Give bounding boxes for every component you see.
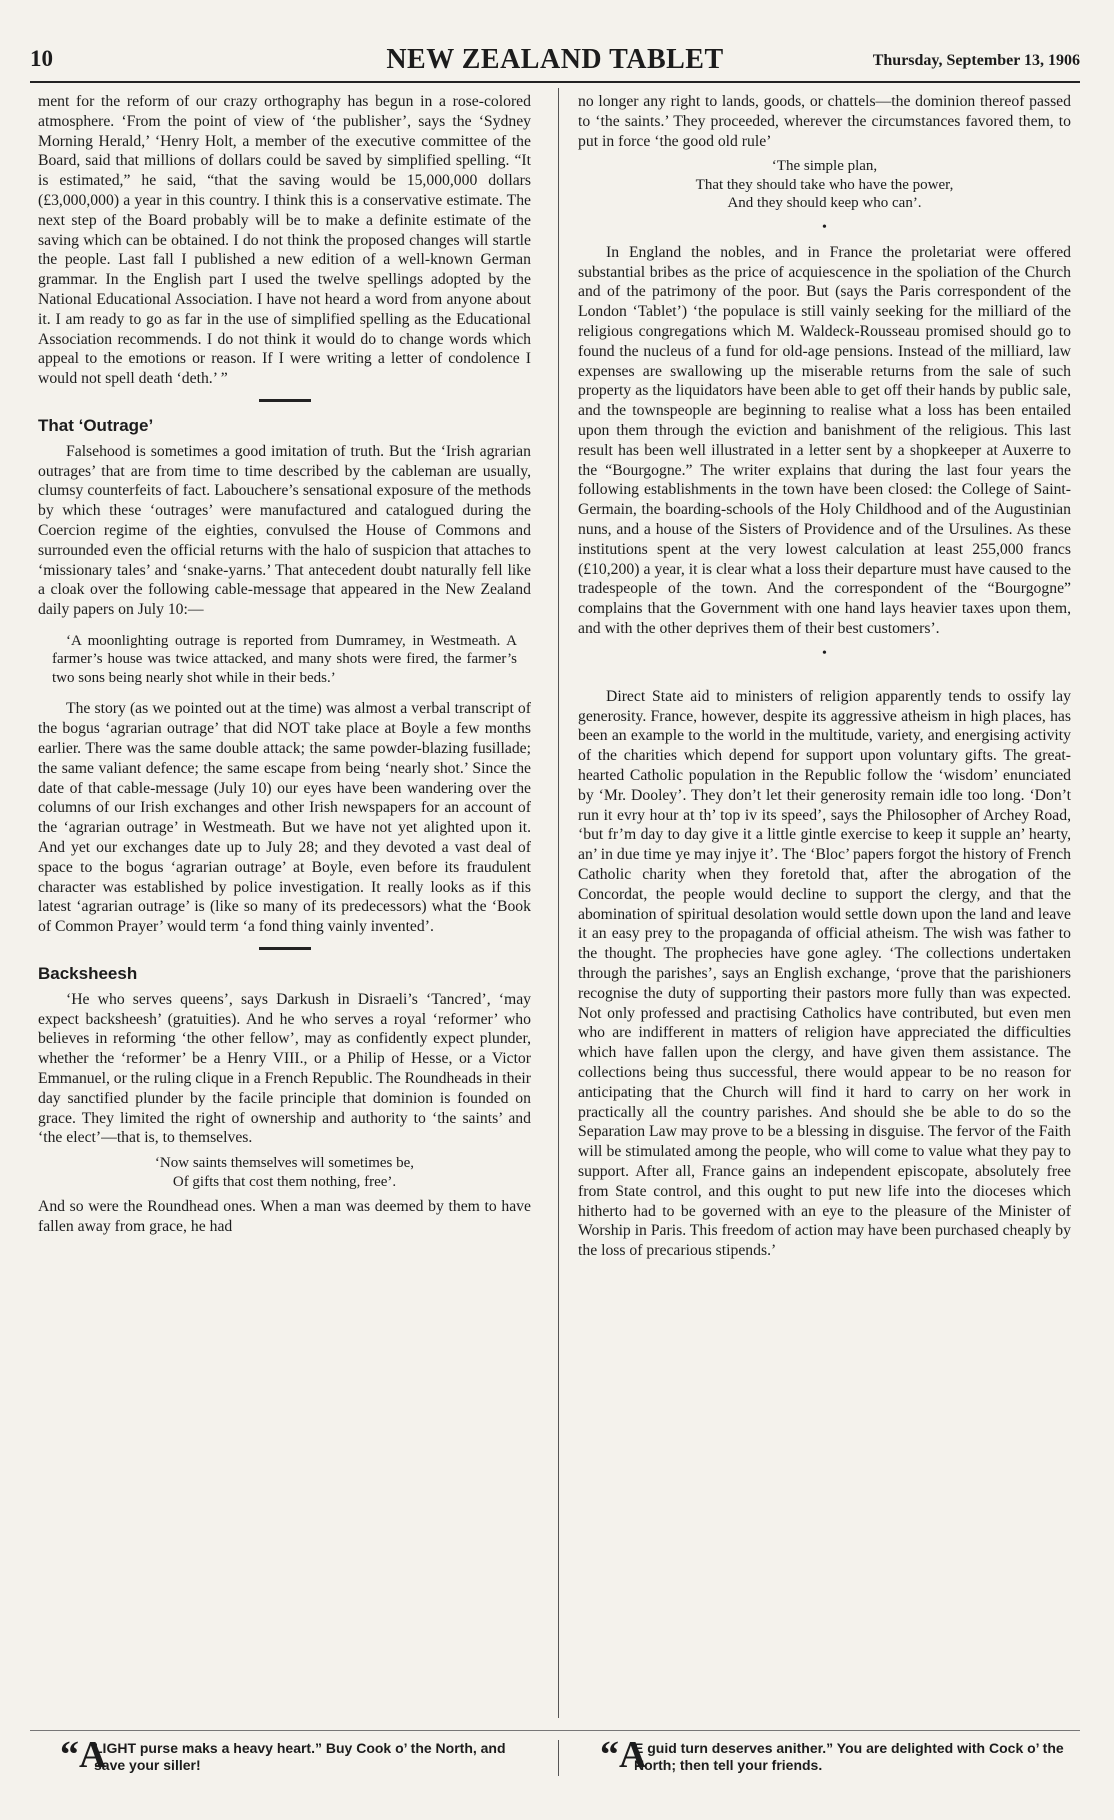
paragraph: In England the nobles, and in France the proletariat were offered substantial bribes as the price of acquiescence in the spoliation of the Church and of the patrimony of the poor. But (says the Paris correspondent of the London ‘Tablet’) ‘the populace is still vainly seeking for the milliard of the religious congregations which M. Waldeck-Rousseau promised should go to found the nucleus of a fund for old-age pensions. Instead of the milliard, law expenses are swallowing up the miserable returns from the sale of such property as the liquidators have been able to get off their hands by public sale, and the townspeople are beginning to realise what a loss has been entailed upon them through the eviction and banishment of the religious. This last result has been well illustrated in a letter sent by a shopkeeper at Auxerre to the “Bourgogne.” The writer explains that during the last four years the following establishments in the town have been closed: the College of Saint-Germain, the boarding-schools of the Holy Childhood and of the Augustinian nuns, and a house of the Sisters of Providence and of the Ursulines. As these institutions spent at the very lowest calculation at least 255,000 francs (£10,200) a year, it is clear what a loss their departure must have caused to the tradespeople of the town. And the correspondent of the “Bourgogne” complains that the Government with one hand lays heavier taxes upon them, and with the other deprives them of their best customers’. (578, 243, 1071, 638)
section-ornament (259, 399, 311, 402)
ad-initial: “A (600, 1734, 647, 1776)
ad-text: LIGHT purse maks a heavy heart.” Buy Cook o’ the North, and save your siller! (94, 1740, 506, 1773)
paragraph: Direct State aid to ministers of religion apparently tends to ossify lay generosity. France, however, despite its aggressive atheism in high places, has been an example to the world in the multitude, variety, and energising activity of the charities which depend for support upon voluntary gifts. The great-hearted Catholic population in the Republic follow the ‘wisdom’ enunciated by ‘Mr. Dooley’. They don’t let their generosity remain idle too long. ‘Don’t run it evry hour at th’ top iv its speed’, says the Philosopher of Archey Road, ‘but fr’m day to day give it a little gintle exercise to keep it supple an’ hearty, an’ in due time ye may injye it’. The ‘Bloc’ papers forgot the history of French Catholic charity when they foretold that, after the abrogation of the Concordat, the people would decline to support the clergy, and that the abomination of spiritual desolation would settle down upon the land and leave it an easy prey to the propaganda of official atheism. The wish was father to the thought. The prophecies have gone agley. ‘The collections undertaken through the parishes’, says an English exchange, ‘prove that the parishioners recognise the duty of supporting their pastors more fully than was expected. Not only professed and practising Catholics have contributed, but even men who are indifferent in matters of religion have appreciated the difficulties which have fallen upon the clergy, and have given them assistance. The collections being thus successful, there would appear to be no reason for anticipating that the Church will find it hard to carry on her work in practically all the country parishes. And should she be able to do so the Separation Law may prove to be a blessing in disguise. The fervor of the Faith will be stimulated among the people, who will come to value what they pay to support. After all, France gains an independent episcopate, absolutely free from State control, and this ought to put new life into the dioceses which hitherto had to be governed with an eye to the pleasure of the Minister of Worship in Paris. This freedom of action may have been purchased cheaply by the loss of precarious stipends.’ (578, 687, 1071, 1260)
verse-line: That they should take who have the power, (695, 176, 954, 193)
verse-line: Of gifts that cost them nothing, free’. (172, 1173, 397, 1190)
paragraph: no longer any right to lands, goods, or chattels—the dominion thereof passed to ‘the saints.’ They proceeded, wherever the circumstances favored them, to put in force ‘the good old rule’ (578, 93, 1071, 150)
separator-dot: • (822, 219, 827, 235)
left-column (38, 92, 531, 1237)
advertisement-left (60, 1734, 530, 1778)
verse-line: And they should keep who can’. (727, 195, 922, 212)
separator-dot: • (822, 645, 827, 661)
page-number: 10 (30, 46, 53, 71)
right-column (578, 92, 1071, 1261)
ad-text: E guid turn deserves anither.” You are delighted with Cock o’ the North; then tell your friends. (634, 1740, 1064, 1773)
column-divider (558, 88, 559, 1718)
verse-line: ‘The simple plan, (771, 158, 878, 175)
paragraph: ment for the reform of our crazy orthography has begun in a rose-colored atmosphere. ‘From the point of view of ‘the publisher’, says the ‘Sydney Morning Herald,’ ‘Henry Holt, a member of the executive committee of the Board, said that millions of dollars could be saved by simplified spelling. “It is estimated,” he said, “that the saving would be 15,000,000 dollars (£3,000,000) a year in this country. I think this is a conservative estimate. The next step of the Board probably will be to make a definite estimate of the saving which can be obtained. I do not think the proposed changes will startle the people. Last fall I published a new edition of a well-known German grammar. In the English part I used the twelve spellings adopted by the National Educational Association. I have not heard a word from anyone about it. I am ready to go as far in the use of simplified spelling as the Educational Association recommends. I do not think it would do to change words which appeal to the emotions or reason. If I were writing a letter of condolence I would not spell death ‘deth.’ ” (38, 93, 531, 388)
paragraph: ‘He who serves queens’, says Darkush in Disraeli’s ‘Tancred’, ‘may expect backsheesh’ (gratuities). And he who serves a royal ‘reformer’ who believes in reforming ‘the other fellow’, may as confidently expect plunder, whether the ‘reformer’ be a Henry VIII., or a Philip of Hesse, or a Victor Emmanuel, or the ruling clique in a French Republic. The Roundheads in their day sanctified plunder by the facile principle that dominion is founded on grace. They limited the right of ownership and authority to ‘the saints’ and ‘the elect’—that is, to themselves. (38, 990, 531, 1147)
verse-quote (38, 1154, 531, 1191)
verse-quote (578, 157, 1071, 213)
paragraph: The story (as we pointed out at the time) was almost a verbal transcript of the bogus ‘agrarian outrage’ that did NOT take place at Boyle a few months earlier. There was the same double attack; the same powder-blazing fusillade; the same valiant defence; the same escape from being ‘nearly shot.’ Since the date of that cable-message (July 10) our eyes have been wandering over the columns of our Irish exchanges and other Irish newspapers for an account of the ‘agrarian outrage’ in Westmeath. But we have not yet alighted upon it. And yet our exchanges date up to July 28; and they devoted a vast deal of space to the bogus ‘agrarian outrage’ at Boyle, even before its fraudulent character was established by police investigation. It really looks as if this latest ‘agrarian outrage’ is (like so many of its predecessors) what the ‘Book of Common Prayer’ would term ‘a fond thing vainly invented’. (38, 700, 531, 936)
paragraph: Falsehood is sometimes a good imitation of truth. But the ‘Irish agrarian outrages’ that are from time to time described by the cableman are usually, clumsy counterfeits of fact. Labouchere’s sensational exposure of the methods by which these ‘outrages’ were manufactured and catalogued during the Coercion regime of the eighties, convulsed the House of Commons and surrounded even the official returns with the halo of suspicion that attaches to ‘missionary tales’ and ‘snake-yarns.’ That antecedent doubt naturally fell like a cloak over the following cable-message that appeared in the New Zealand daily papers on July 10:— (38, 442, 531, 619)
section-heading-backsheesh: Backsheesh (38, 963, 138, 983)
masthead (30, 44, 1080, 78)
block-quote: ‘A moonlighting outrage is reported from Dumramey, in Westmeath. A farmer’s house was twice attacked, and many shots were fired, the farmer’s two sons being nearly shot while in their beds.’ (52, 632, 517, 686)
issue-date: Thursday, September 13, 1906 (872, 52, 1080, 69)
masthead-rule (30, 81, 1080, 83)
paper-title: NEW ZEALAND TABLET (386, 44, 724, 75)
advertisement-right (600, 1734, 1070, 1778)
footer-rule (30, 1730, 1080, 1731)
section-heading-outrage: That ‘Outrage’ (38, 415, 154, 435)
verse-line: ‘Now saints themselves will sometimes be, (154, 1155, 415, 1172)
paragraph: And so were the Roundhead ones. When a man was deemed by them to have fallen away from grace, he had (38, 1198, 531, 1235)
section-ornament (259, 947, 311, 950)
footer-divider (558, 1740, 559, 1776)
ad-initial: “A (60, 1734, 107, 1776)
